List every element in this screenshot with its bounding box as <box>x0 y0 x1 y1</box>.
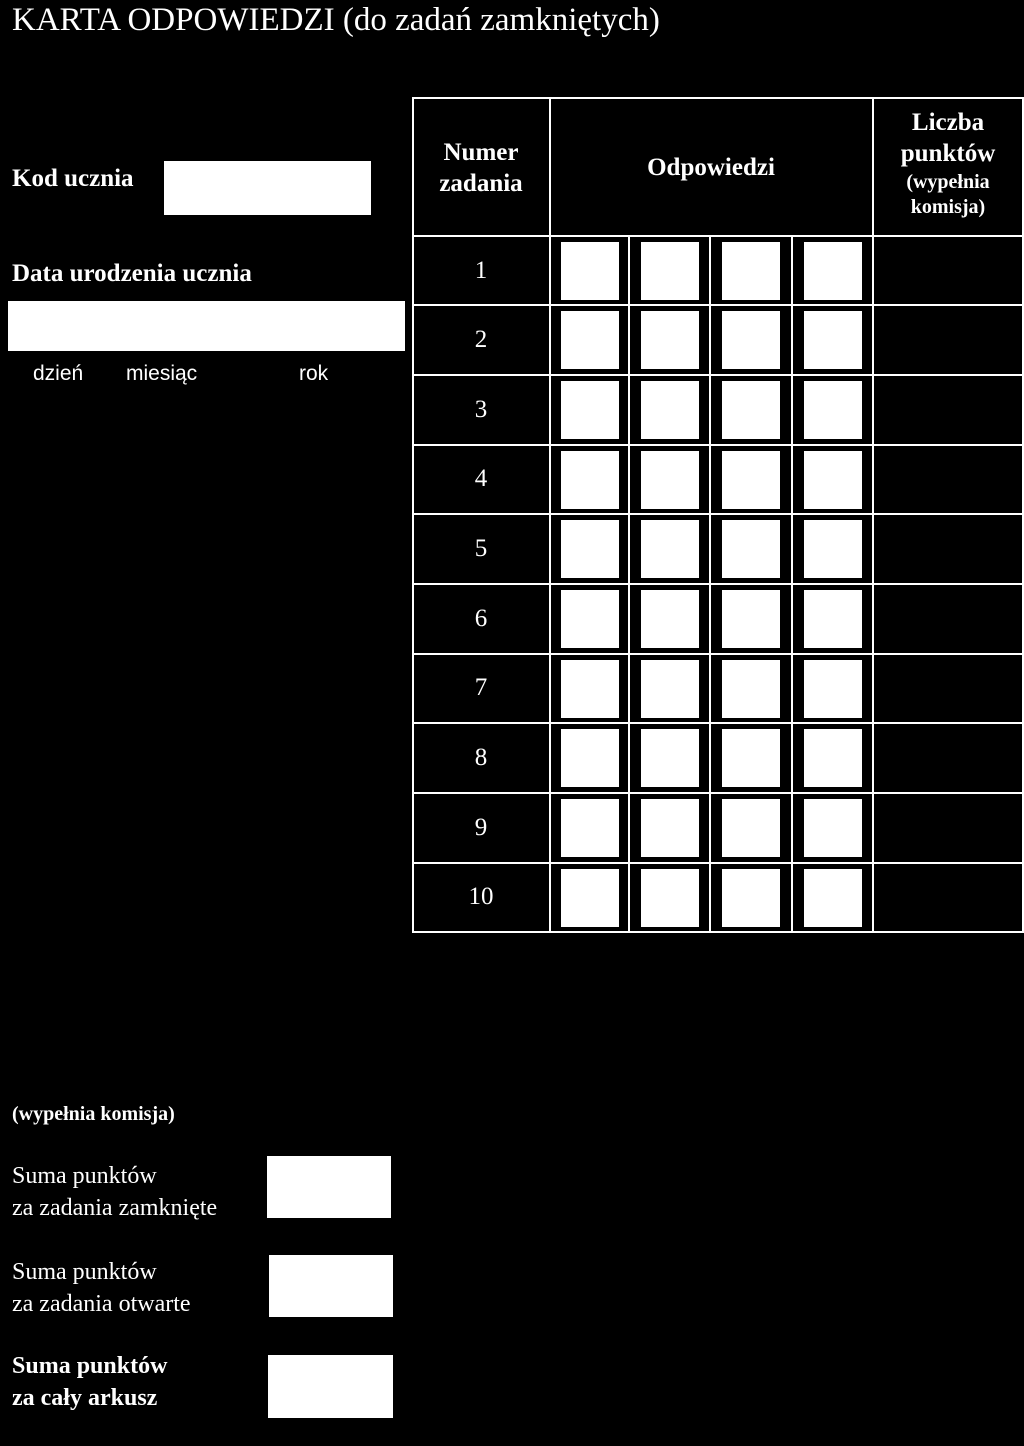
answer-checkbox[interactable] <box>804 660 862 718</box>
student-code-field[interactable] <box>164 161 371 215</box>
row-divider <box>412 862 1024 864</box>
row-divider <box>412 653 1024 655</box>
answer-checkbox[interactable] <box>561 311 619 369</box>
answer-checkbox[interactable] <box>641 381 699 439</box>
answer-checkbox[interactable] <box>804 590 862 648</box>
header-answers: Odpowiedzi <box>647 154 775 181</box>
answer-checkbox[interactable] <box>722 451 780 509</box>
answer-checkbox[interactable] <box>804 799 862 857</box>
answer-checkbox[interactable] <box>804 242 862 300</box>
answer-checkbox[interactable] <box>561 660 619 718</box>
header-number <box>412 137 550 200</box>
table-border-left <box>412 97 414 933</box>
answer-checkbox[interactable] <box>641 311 699 369</box>
answer-checkbox[interactable] <box>641 520 699 578</box>
birth-date-label: Data urodzenia ucznia <box>12 260 252 287</box>
open-sum-label-line1: Suma punktów <box>12 1259 157 1285</box>
row-divider <box>412 444 1024 446</box>
task-number: 9 <box>474 814 488 841</box>
row-divider <box>412 722 1024 724</box>
summary-note: (wypełnia komisja) <box>12 1103 175 1125</box>
open-sum-label-line2: za zadania otwarte <box>12 1291 191 1317</box>
task-number: 3 <box>474 396 488 423</box>
total-sum-label <box>12 1350 167 1414</box>
row-divider <box>412 304 1024 306</box>
row-divider <box>412 583 1024 585</box>
row-divider <box>412 792 1024 794</box>
closed-sum-field[interactable] <box>267 1156 391 1218</box>
total-sum-field[interactable] <box>268 1355 393 1418</box>
year-label: rok <box>299 362 329 385</box>
answer-checkbox[interactable] <box>561 869 619 927</box>
task-number: 6 <box>474 605 488 632</box>
answer-checkbox[interactable] <box>804 520 862 578</box>
table-divider-points <box>872 97 874 933</box>
birth-date-field[interactable] <box>8 301 405 351</box>
answer-checkbox[interactable] <box>804 729 862 787</box>
answer-checkbox[interactable] <box>722 381 780 439</box>
day-label: dzień <box>33 362 84 385</box>
table-border-bottom <box>412 931 1024 933</box>
task-number: 10 <box>468 883 494 910</box>
answer-checkbox[interactable] <box>641 799 699 857</box>
month-label: miesiąc <box>126 362 198 385</box>
task-number: 8 <box>474 744 488 771</box>
answer-checkbox[interactable] <box>641 451 699 509</box>
answer-checkbox[interactable] <box>722 311 780 369</box>
answer-checkbox[interactable] <box>722 660 780 718</box>
answer-checkbox[interactable] <box>561 799 619 857</box>
task-number: 2 <box>474 326 488 353</box>
answer-checkbox[interactable] <box>641 869 699 927</box>
task-number: 1 <box>474 257 488 284</box>
answer-checkbox[interactable] <box>641 242 699 300</box>
student-code-label: Kod ucznia <box>12 165 134 192</box>
header-points-line1: Liczba <box>911 109 985 136</box>
total-sum-label-line2: za cały arkusz <box>12 1385 158 1411</box>
answer-checkbox[interactable] <box>722 799 780 857</box>
header-number-line1: Numer <box>443 139 519 166</box>
task-number: 7 <box>474 674 488 701</box>
table-header-divider <box>412 235 1024 237</box>
closed-sum-label-line1: Suma punktów <box>12 1163 157 1189</box>
answer-checkbox[interactable] <box>561 381 619 439</box>
answer-checkbox[interactable] <box>722 729 780 787</box>
header-points-line4: komisja) <box>910 195 986 218</box>
closed-sum-label-line2: za zadania zamknięte <box>12 1195 218 1221</box>
header-points <box>873 107 1023 220</box>
answer-checkbox[interactable] <box>804 381 862 439</box>
header-points-line3: (wypełnia <box>906 170 990 193</box>
answer-checkbox[interactable] <box>722 590 780 648</box>
answer-checkbox[interactable] <box>561 729 619 787</box>
row-divider <box>412 513 1024 515</box>
answer-table <box>412 97 1024 933</box>
task-number: 4 <box>474 465 488 492</box>
open-sum-field[interactable] <box>269 1255 393 1317</box>
answer-checkbox[interactable] <box>804 451 862 509</box>
answer-checkbox[interactable] <box>641 660 699 718</box>
answer-checkbox[interactable] <box>804 311 862 369</box>
answer-checkbox[interactable] <box>722 869 780 927</box>
answer-checkbox[interactable] <box>641 729 699 787</box>
answer-checkbox[interactable] <box>804 869 862 927</box>
row-divider <box>412 374 1024 376</box>
page-title: KARTA ODPOWIEDZI (do zadań zamkniętych) <box>12 2 660 38</box>
header-number-line2: zadania <box>439 170 523 198</box>
answer-checkbox[interactable] <box>641 590 699 648</box>
table-divider-number <box>549 97 551 933</box>
answer-checkbox[interactable] <box>561 520 619 578</box>
task-number: 5 <box>474 535 488 562</box>
closed-sum-label <box>12 1160 217 1224</box>
total-sum-label-line1: Suma punktów <box>12 1353 168 1379</box>
answer-checkbox[interactable] <box>561 590 619 648</box>
answer-checkbox[interactable] <box>722 520 780 578</box>
answer-checkbox[interactable] <box>722 242 780 300</box>
answer-checkbox[interactable] <box>561 451 619 509</box>
table-border-top <box>412 97 1024 99</box>
answer-checkbox[interactable] <box>561 242 619 300</box>
open-sum-label <box>12 1256 191 1320</box>
header-points-line2: punktów <box>900 140 996 168</box>
